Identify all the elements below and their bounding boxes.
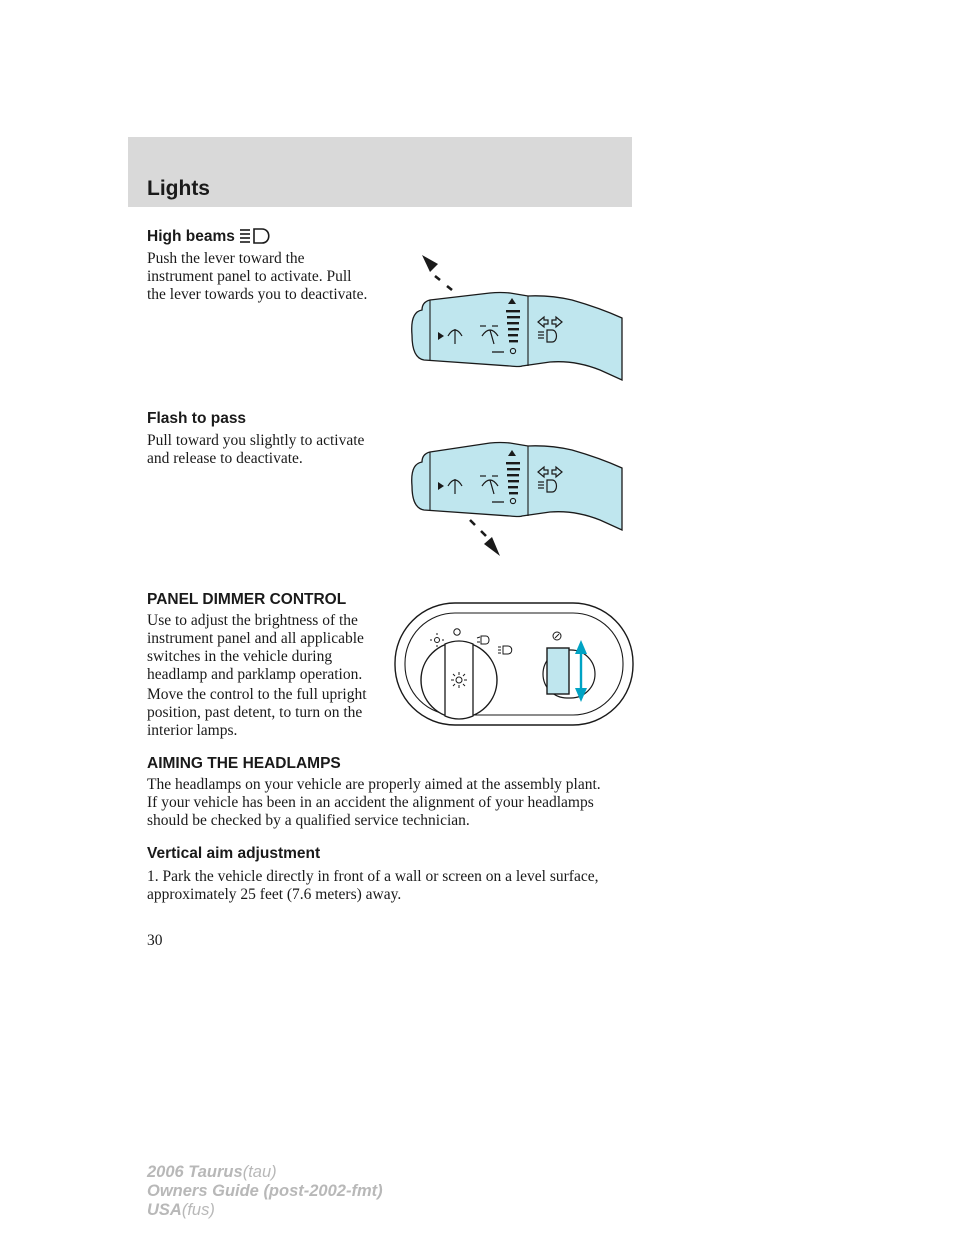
text-line: instrument panel to activate. Pull [147, 268, 352, 285]
text-line: headlamp and parklamp operation. [147, 666, 363, 683]
section-title: Lights [147, 177, 210, 200]
high-beam-lever-illustration [400, 250, 630, 385]
high-beams-heading [147, 226, 272, 251]
section-header-band [128, 137, 632, 207]
text-line: approximately 25 feet (7.6 meters) away. [147, 886, 402, 903]
footer-model: 2006 Taurus [147, 1163, 243, 1181]
text-line: interior lamps. [147, 722, 238, 739]
text-line: instrument panel and all applicable [147, 630, 364, 647]
panel-dimmer-para1 [147, 612, 387, 684]
text-line: 1. Park the vehicle directly in front of a wall or screen on a level surface, [147, 868, 599, 885]
footer-model-code: (tau) [242, 1163, 277, 1181]
pull-toward-arrow [470, 520, 500, 556]
vertical-aim-step1 [147, 868, 647, 904]
flash-to-pass-lever-illustration [400, 420, 630, 570]
text-line: Pull toward you slightly to activate [147, 432, 365, 449]
aiming-body [147, 776, 647, 830]
text-line: position, past detent, to turn on the [147, 704, 363, 721]
flash-to-pass-heading: Flash to pass [147, 410, 247, 427]
text-line: switches in the vehicle during [147, 648, 333, 665]
text-line: should be checked by a qualified service technician. [147, 812, 470, 829]
high-beams-heading-text: High beams [147, 228, 235, 245]
flash-to-pass-body [147, 432, 387, 468]
text-line: the lever towards you to deactivate. [147, 286, 368, 303]
panel-dimmer-para2 [147, 686, 387, 740]
text-line: If your vehicle has been in an accident the alignment of your headlamps [147, 794, 594, 811]
vertical-aim-heading: Vertical aim adjustment [147, 845, 321, 862]
panel-dimmer-heading: PANEL DIMMER CONTROL [147, 591, 347, 608]
text-line: The headlamps on your vehicle are properly aimed at the assembly plant. [147, 776, 601, 793]
text-line: Move the control to the full upright [147, 686, 367, 703]
footer-guide: Owners Guide (post-2002-fmt) [147, 1182, 383, 1200]
text-line: and release to deactivate. [147, 450, 303, 467]
text-line: Push the lever toward the [147, 250, 305, 267]
text-line: Use to adjust the brightness of the [147, 612, 358, 629]
footer-market-code: (fus) [181, 1201, 215, 1219]
footer-market: USA [147, 1201, 182, 1219]
page-number: 30 [147, 932, 163, 949]
high-beam-icon [238, 226, 272, 251]
aiming-heading: AIMING THE HEADLAMPS [147, 755, 341, 772]
document-footer [147, 1163, 383, 1220]
push-forward-arrow [422, 255, 452, 290]
high-beams-body [147, 250, 387, 304]
panel-dimmer-illustration [393, 600, 635, 730]
